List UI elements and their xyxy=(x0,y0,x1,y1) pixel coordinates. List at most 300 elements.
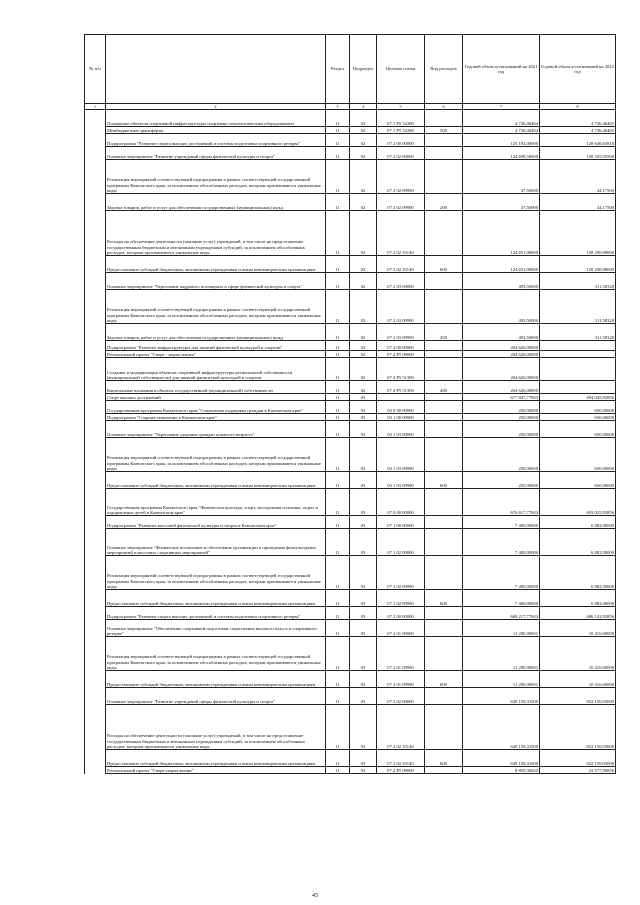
cell-r: 11 xyxy=(326,127,350,134)
cell-b: 128 290,88000 xyxy=(540,256,616,273)
cell-v: 200 xyxy=(425,324,463,341)
cell-b: 652 150,03000 xyxy=(540,705,616,750)
table-row xyxy=(85,147,616,160)
cell-t: 07 2 01 09990 xyxy=(377,671,425,688)
table-row xyxy=(85,110,616,127)
cell-name: Создание и модернизация объектов спортивной инфраструктуры региональной собственности (муниципальной собственности) для занятий физической культурой и спортом xyxy=(106,358,326,381)
cell-v xyxy=(425,516,463,529)
cell-v xyxy=(425,147,463,160)
cell-a: 125 192,08000 xyxy=(463,134,540,147)
cell-b: 44,17500 xyxy=(540,194,616,211)
cell-p: 02 xyxy=(350,341,377,351)
cell-p: 03 xyxy=(350,529,377,556)
cell-p: 02 xyxy=(350,147,377,160)
cell-b: 10 416,00000 xyxy=(540,637,616,671)
cell-b: 10 416,00000 xyxy=(540,620,616,637)
col-number: 5 xyxy=(377,104,425,110)
cell-t: 03 1 03 00000 xyxy=(377,421,425,438)
cell-v: 600 xyxy=(425,750,463,767)
cell-name: Региональный проект "Спорт - норма жизни" xyxy=(106,351,326,358)
cell-r: 11 xyxy=(326,381,350,394)
cell-r: 11 xyxy=(326,489,350,516)
table-row xyxy=(85,351,616,358)
header-razdel: Раздел xyxy=(326,35,350,104)
cell-t: 03 0 00 00000 xyxy=(377,401,425,414)
cell-num xyxy=(85,489,106,516)
cell-name: Спорт высших достижений xyxy=(106,394,326,401)
cell-a: 124 651,08000 xyxy=(463,256,540,273)
cell-name: Подпрограмма "Старшее поколение в Камчатском крае" xyxy=(106,414,326,421)
cell-name: Капитальные вложения в объекты государственной (муниципальной) собственности xyxy=(106,381,326,394)
cell-a: 493,50000 xyxy=(463,290,540,324)
col-number: 3 xyxy=(326,104,350,110)
cell-name: Предоставление субсидий бюджетным, автономным учреждениям и иным некоммерческим организациям xyxy=(106,472,326,489)
cell-t: 07 2 00 00000 xyxy=(377,134,425,147)
table-row xyxy=(85,134,616,147)
cell-v xyxy=(425,688,463,705)
cell-p: 02 xyxy=(350,381,377,394)
cell-a: 250,00000 xyxy=(463,401,540,414)
cell-t: 07 2 00 00000 xyxy=(377,607,425,620)
cell-r: 11 xyxy=(326,516,350,529)
cell-p: 02 xyxy=(350,351,377,358)
cell-num xyxy=(85,324,106,341)
cell-a: 649 158,41000 xyxy=(463,688,540,705)
cell-t: 07 2 02 10140 xyxy=(377,750,425,767)
cell-b: 694 045,93856 xyxy=(540,394,616,401)
col-number: 7 xyxy=(463,104,540,110)
col-number: 6 xyxy=(425,104,463,110)
cell-a: 7 400,00000 xyxy=(463,516,540,529)
cell-r: 11 xyxy=(326,394,350,401)
cell-p: 02 xyxy=(350,127,377,134)
cell-b: 4 736,46465 xyxy=(540,127,616,134)
cell-r: 11 xyxy=(326,767,350,774)
cell-t: 07 2 02 09990 xyxy=(377,194,425,211)
cell-p: 02 xyxy=(350,358,377,381)
cell-r: 11 xyxy=(326,290,350,324)
cell-num xyxy=(85,147,106,160)
header-podrazdel: Подраздел xyxy=(350,35,377,104)
cell-r: 11 xyxy=(326,110,350,127)
cell-t: 07 2 02 10140 xyxy=(377,211,425,256)
cell-name: Закупка товаров, работ и услуг для обеспечения государственных (муниципальных) нужд xyxy=(106,324,326,341)
cell-v xyxy=(425,134,463,147)
header-target: Целевая статья xyxy=(377,35,425,104)
header-vid: Вид расходов xyxy=(425,35,463,104)
cell-a: 250,00000 xyxy=(463,438,540,472)
cell-num xyxy=(85,556,106,590)
cell-num xyxy=(85,620,106,637)
table-row xyxy=(85,620,616,637)
cell-a: 669 217,77843 xyxy=(463,607,540,620)
cell-p: 02 xyxy=(350,290,377,324)
col-number: 4 xyxy=(350,104,377,110)
cell-t: 07 2 03 09990 xyxy=(377,290,425,324)
cell-b: 128 335,05500 xyxy=(540,147,616,160)
cell-r: 11 xyxy=(326,529,350,556)
cell-b: 650,00000 xyxy=(540,472,616,489)
cell-a: 250,00000 xyxy=(463,472,540,489)
cell-p: 03 xyxy=(350,590,377,607)
cell-b: 23 577,90856 xyxy=(540,767,616,774)
table-row xyxy=(85,529,616,556)
cell-r: 11 xyxy=(326,590,350,607)
cell-r: 11 xyxy=(326,472,350,489)
cell-num xyxy=(85,256,106,273)
cell-v xyxy=(425,767,463,774)
cell-v xyxy=(425,160,463,194)
cell-t: 07 2 01 09990 xyxy=(377,637,425,671)
cell-a: 250,00000 xyxy=(463,421,540,438)
cell-p: 02 xyxy=(350,273,377,290)
table-row xyxy=(85,671,616,688)
cell-a: 47,50000 xyxy=(463,194,540,211)
cell-num xyxy=(85,351,106,358)
col-number: 2 xyxy=(106,104,326,110)
cell-a: 204 626,00000 xyxy=(463,358,540,381)
table-row xyxy=(85,211,616,256)
cell-v: 600 xyxy=(425,590,463,607)
cell-num xyxy=(85,421,106,438)
cell-num xyxy=(85,590,106,607)
table-row xyxy=(85,590,616,607)
cell-r: 11 xyxy=(326,134,350,147)
table-row xyxy=(85,705,616,750)
cell-r: 11 xyxy=(326,160,350,194)
cell-r: 11 xyxy=(326,421,350,438)
cell-b: 128 646,63818 xyxy=(540,134,616,147)
cell-v xyxy=(425,414,463,421)
cell-a: 11 200,00001 xyxy=(463,671,540,688)
table-row xyxy=(85,324,616,341)
cell-b: 693 025,93856 xyxy=(540,489,616,516)
cell-num xyxy=(85,394,106,401)
cell-r: 11 xyxy=(326,256,350,273)
cell-r: 11 xyxy=(326,358,350,381)
cell-b: 650,00000 xyxy=(540,421,616,438)
cell-num xyxy=(85,358,106,381)
cell-a: 676 617,77843 xyxy=(463,489,540,516)
cell-r: 11 xyxy=(326,705,350,750)
cell-name: Подпрограмма "Развитие спорта высших достижений и системы подготовки спортивного резерва" xyxy=(106,607,326,620)
cell-t: 07 2 02 10140 xyxy=(377,705,425,750)
cell-num xyxy=(85,273,106,290)
cell-r: 11 xyxy=(326,147,350,160)
cell-b: 686 143,93856 xyxy=(540,607,616,620)
cell-name: Подпрограмма "Развитие инфраструктуры для занятий физической культурой и спортом" xyxy=(106,341,326,351)
table-row xyxy=(85,750,616,767)
cell-p: 02 xyxy=(350,160,377,194)
cell-b: 4 736,46465 xyxy=(540,110,616,127)
cell-name: Реализация мероприятий соответствующей подпрограммы в рамках соответствующей государственной программы Камчатского края, за исключением обособленных расходов, которым присваиваются уникальные коды xyxy=(106,160,326,194)
cell-v xyxy=(425,607,463,620)
cell-b: 652 150,03000 xyxy=(540,688,616,705)
table-row xyxy=(85,381,616,394)
cell-num xyxy=(85,529,106,556)
cell-v xyxy=(425,110,463,127)
cell-p: 03 xyxy=(350,688,377,705)
cell-v: 400 xyxy=(425,381,463,394)
cell-p: 03 xyxy=(350,472,377,489)
cell-num xyxy=(85,211,106,256)
cell-num xyxy=(85,637,106,671)
cell-name: Предоставление субсидий бюджетным, автономным учреждениям и иным некоммерческим организациям xyxy=(106,590,326,607)
cell-name: Закупка товаров, работ и услуг для обеспечения государственных (муниципальных) нужд xyxy=(106,194,326,211)
cell-name: Предоставление субсидий бюджетным, автономным учреждениям и иным некоммерческим организациям xyxy=(106,671,326,688)
cell-v xyxy=(425,620,463,637)
cell-t: 03 1 00 00000 xyxy=(377,414,425,421)
cell-t: 03 1 03 09990 xyxy=(377,438,425,472)
cell-num xyxy=(85,767,106,774)
cell-name: Межбюджетные трансферты xyxy=(106,127,326,134)
cell-p: 03 xyxy=(350,421,377,438)
cell-name: Реализация мероприятий соответствующей подпрограммы в рамках соответствующей государственной программы Камчатского края, за исключением обособленных расходов, которым присваиваются уникальные коды xyxy=(106,290,326,324)
cell-r: 11 xyxy=(326,750,350,767)
cell-t: 07 2 02 10140 xyxy=(377,256,425,273)
cell-v xyxy=(425,529,463,556)
table-row xyxy=(85,414,616,421)
cell-t: 07 2 02 09990 xyxy=(377,160,425,194)
cell-b: 6 882,00000 xyxy=(540,529,616,556)
cell-name: Оснащение объектов спортивной инфраструктуры спортивно-технологическим оборудованием xyxy=(106,110,326,127)
cell-b: 652 150,03000 xyxy=(540,750,616,767)
table-row xyxy=(85,688,616,705)
cell-b: 311,58328 xyxy=(540,290,616,324)
cell-r: 11 xyxy=(326,324,350,341)
cell-v xyxy=(425,438,463,472)
cell-t: 07 1 02 00000 xyxy=(377,529,425,556)
cell-v: 500 xyxy=(425,127,463,134)
cell-name: Реализация мероприятий соответствующей подпрограммы в рамках соответствующей государственной программы Камчатского края, за исключением обособленных расходов, которым присваиваются уникальные коды xyxy=(106,556,326,590)
table-row xyxy=(85,556,616,590)
cell-r: 11 xyxy=(326,688,350,705)
cell-t: 07 4 00 00000 xyxy=(377,341,425,351)
cell-t: 07 2 02 00000 xyxy=(377,688,425,705)
cell-name: Государственная программа Камчатского края "Социальная поддержка граждан в Камчатском крае" xyxy=(106,401,326,414)
table-row xyxy=(85,607,616,620)
cell-num xyxy=(85,134,106,147)
cell-name: Подпрограмма "Развитие массовой физической культуры и спорта в Камчатском крае" xyxy=(106,516,326,529)
cell-b: 650,00000 xyxy=(540,438,616,472)
table-row xyxy=(85,767,616,774)
cell-num xyxy=(85,671,106,688)
table-row xyxy=(85,421,616,438)
cell-a: 7 400,00000 xyxy=(463,590,540,607)
cell-b: 311,58328 xyxy=(540,273,616,290)
cell-b: 650,00000 xyxy=(540,401,616,414)
cell-p: 03 xyxy=(350,556,377,590)
cell-a: 204 626,00000 xyxy=(463,341,540,351)
cell-r: 11 xyxy=(326,194,350,211)
cell-num xyxy=(85,290,106,324)
table-row xyxy=(85,472,616,489)
cell-r: 11 xyxy=(326,607,350,620)
cell-p: 03 xyxy=(350,671,377,688)
cell-name: Реализация мероприятий соответствующей подпрограммы в рамках соответствующей государственной программы Камчатского края, за исключением обособленных расходов, которым присваиваются уникальные коды xyxy=(106,438,326,472)
cell-r: 11 xyxy=(326,556,350,590)
cell-p: 03 xyxy=(350,705,377,750)
cell-a: 4 736,46464 xyxy=(463,127,540,134)
cell-b: 44,17500 xyxy=(540,160,616,194)
cell-a: 204 626,00000 xyxy=(463,381,540,394)
cell-t xyxy=(377,394,425,401)
cell-t: 07 1 P5 52280 xyxy=(377,127,425,134)
cell-a: 11 200,00001 xyxy=(463,620,540,637)
cell-t: 07 4 P5 51390 xyxy=(377,381,425,394)
cell-b xyxy=(540,381,616,394)
table-row xyxy=(85,489,616,516)
cell-t: 07 1 02 09990 xyxy=(377,556,425,590)
cell-p: 03 xyxy=(350,607,377,620)
table-row xyxy=(85,194,616,211)
cell-r: 11 xyxy=(326,414,350,421)
cell-name: Основное мероприятие "Развитие учреждений сферы физической культуры и спорта" xyxy=(106,147,326,160)
table-row xyxy=(85,160,616,194)
cell-name: Расходы на обеспечение деятельности (оказание услуг) учреждений, в том числе на предоставление государственным бюджетным и автономным учреждениям субсидий, за исключением обособленных расходов, которым присваиваются уникальные коды xyxy=(106,705,326,750)
cell-t: 03 1 03 09990 xyxy=(377,472,425,489)
cell-p: 03 xyxy=(350,750,377,767)
header-name xyxy=(106,35,326,104)
cell-b: 128 290,88000 xyxy=(540,211,616,256)
cell-v xyxy=(425,394,463,401)
cell-name: Основное мероприятие "Укрепление кадрового потенциала в сфере физической культуры и спорта" xyxy=(106,273,326,290)
cell-b xyxy=(540,351,616,358)
cell-p: 03 xyxy=(350,620,377,637)
table-row xyxy=(85,273,616,290)
cell-v: 600 xyxy=(425,472,463,489)
cell-p: 03 xyxy=(350,637,377,671)
cell-v: 600 xyxy=(425,256,463,273)
cell-v xyxy=(425,421,463,438)
cell-p: 03 xyxy=(350,394,377,401)
cell-p: 02 xyxy=(350,211,377,256)
cell-b: 6 882,00000 xyxy=(540,516,616,529)
cell-num xyxy=(85,607,106,620)
cell-a: 250,00000 xyxy=(463,414,540,421)
cell-t: 07 2 03 00000 xyxy=(377,273,425,290)
table-row xyxy=(85,358,616,381)
cell-p: 03 xyxy=(350,438,377,472)
cell-b: 311,58328 xyxy=(540,324,616,341)
table-body xyxy=(85,110,616,774)
cell-a: 204 626,00000 xyxy=(463,351,540,358)
cell-a: 493,50000 xyxy=(463,273,540,290)
cell-p: 03 xyxy=(350,767,377,774)
cell-a: 493,50000 xyxy=(463,324,540,341)
col-number: 8 xyxy=(540,104,616,110)
cell-p: 03 xyxy=(350,489,377,516)
cell-p: 03 xyxy=(350,516,377,529)
table-row xyxy=(85,256,616,273)
cell-t: 07 1 02 09990 xyxy=(377,590,425,607)
cell-r: 11 xyxy=(326,637,350,671)
cell-v xyxy=(425,351,463,358)
table-row xyxy=(85,127,616,134)
cell-p: 02 xyxy=(350,256,377,273)
cell-num xyxy=(85,688,106,705)
cell-p: 02 xyxy=(350,110,377,127)
cell-num xyxy=(85,705,106,750)
cell-v xyxy=(425,401,463,414)
cell-r: 11 xyxy=(326,671,350,688)
cell-t: 07 2 P5 00000 xyxy=(377,767,425,774)
cell-num xyxy=(85,750,106,767)
cell-b xyxy=(540,358,616,381)
cell-num xyxy=(85,194,106,211)
cell-t: 07 1 00 00000 xyxy=(377,516,425,529)
col-number: 1 xyxy=(85,104,106,110)
cell-v xyxy=(425,341,463,351)
cell-num xyxy=(85,381,106,394)
cell-name: Государственная программа Камчатского края "Физическая культура, спорт, молодежная политика, отдых и оздоровление детей в Камчатском крае" xyxy=(106,489,326,516)
cell-v xyxy=(425,290,463,324)
cell-r: 11 xyxy=(326,620,350,637)
cell-v xyxy=(425,211,463,256)
cell-t: 07 2 02 00000 xyxy=(377,147,425,160)
cell-r: 11 xyxy=(326,341,350,351)
table-row xyxy=(85,341,616,351)
cell-t: 07 0 00 00000 xyxy=(377,489,425,516)
table-row xyxy=(85,637,616,671)
cell-b: 10 416,00000 xyxy=(540,671,616,688)
cell-v: 200 xyxy=(425,194,463,211)
cell-p: 02 xyxy=(350,134,377,147)
cell-v xyxy=(425,358,463,381)
cell-p: 02 xyxy=(350,324,377,341)
cell-t: 07 1 P5 52280 xyxy=(377,110,425,127)
budget-table xyxy=(84,34,616,774)
cell-num xyxy=(85,516,106,529)
cell-a: 8 859,36842 xyxy=(463,767,540,774)
cell-num xyxy=(85,110,106,127)
cell-a: 124 651,08000 xyxy=(463,211,540,256)
cell-name: Основное мероприятие "Укрепление здоровья граждан пожилого возраста" xyxy=(106,421,326,438)
cell-name: Основное мероприятие "Обеспечение спортивной подготовки спортсменов высокого класса и спортивного резерва" xyxy=(106,620,326,637)
cell-a: 649 158,41000 xyxy=(463,750,540,767)
cell-name: Региональный проект "Спорт-норма жизни" xyxy=(106,767,326,774)
cell-v xyxy=(425,705,463,750)
cell-num xyxy=(85,127,106,134)
cell-num xyxy=(85,438,106,472)
cell-t: 07 4 P5 00000 xyxy=(377,351,425,358)
cell-r: 11 xyxy=(326,438,350,472)
cell-v: 600 xyxy=(425,671,463,688)
header-num: № п/п xyxy=(85,35,106,104)
cell-name: Предоставление субсидий бюджетным, автономным учреждениям и иным некоммерческим организациям xyxy=(106,256,326,273)
cell-v xyxy=(425,273,463,290)
cell-name: Расходы на обеспечение деятельности (оказание услуг) учреждений, в том числе на предоставление государственным бюджетным и автономным учреждениям субсидий, за исключением обособленных расходов, которым присваиваются уникальные коды xyxy=(106,211,326,256)
cell-b: 650,00000 xyxy=(540,414,616,421)
cell-a: 124 698,58000 xyxy=(463,147,540,160)
cell-r: 11 xyxy=(326,401,350,414)
cell-name: Реализация мероприятий соответствующей подпрограммы в рамках соответствующей государственной программы Камчатского края, за исключением обособленных расходов, которым присваиваются уникальные коды xyxy=(106,637,326,671)
header-2022: Годовой объем ассигнований на 2022 год xyxy=(540,35,616,104)
cell-a: 11 200,00001 xyxy=(463,637,540,671)
cell-b xyxy=(540,341,616,351)
table-row xyxy=(85,438,616,472)
table-row xyxy=(85,401,616,414)
cell-a: 7 400,00000 xyxy=(463,529,540,556)
page-number: 45 xyxy=(312,893,318,899)
cell-v xyxy=(425,556,463,590)
header-2021: Годовой объем ассигнований на 2021 год xyxy=(463,35,540,104)
cell-num xyxy=(85,414,106,421)
cell-t: 07 2 03 09990 xyxy=(377,324,425,341)
cell-p: 02 xyxy=(350,194,377,211)
cell-r: 11 xyxy=(326,351,350,358)
cell-p: 03 xyxy=(350,414,377,421)
